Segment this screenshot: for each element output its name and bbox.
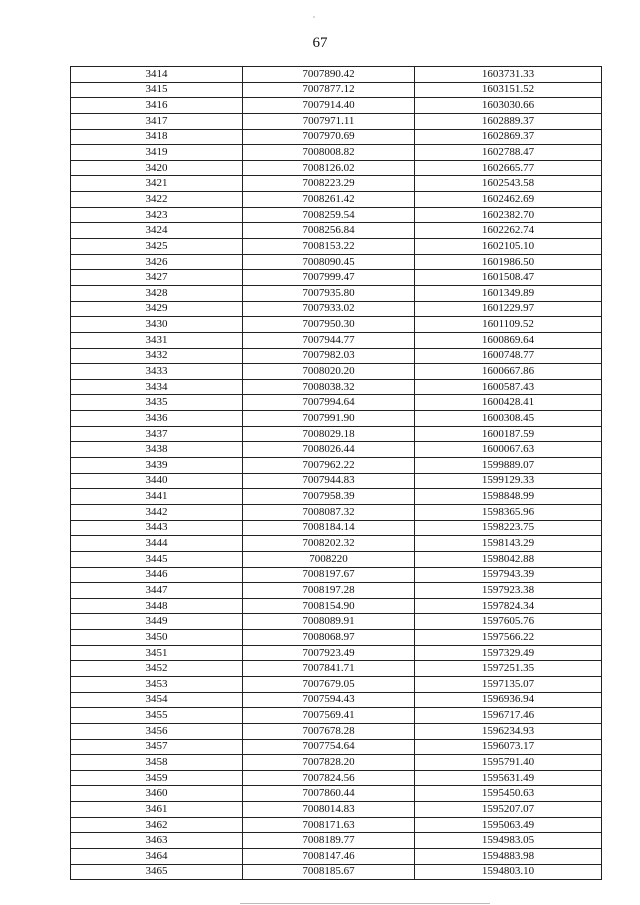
table-row: [71, 176, 602, 192]
x-coordinate-cell: 7008261.42: [243, 192, 415, 208]
y-coordinate-cell: 1602543.58: [415, 176, 602, 192]
y-coordinate-cell: 1602665.77: [415, 160, 602, 176]
x-coordinate-cell: 7008185.67: [243, 864, 415, 880]
table-row: [71, 67, 602, 83]
y-coordinate-cell: 1595063.49: [415, 817, 602, 833]
table-row: [71, 536, 602, 552]
x-coordinate-cell: 7008220: [243, 551, 415, 567]
y-coordinate-cell: 1599129.33: [415, 473, 602, 489]
y-coordinate-cell: 1597824.34: [415, 598, 602, 614]
x-coordinate-cell: 7007594.43: [243, 692, 415, 708]
x-coordinate-cell: 7008154.90: [243, 598, 415, 614]
point-number-cell: 3450: [71, 630, 243, 646]
y-coordinate-cell: 1603151.52: [415, 82, 602, 98]
x-coordinate-cell: 7008184.14: [243, 520, 415, 536]
table-row: [71, 473, 602, 489]
table-row: [71, 786, 602, 802]
table-row: [71, 270, 602, 286]
x-coordinate-cell: 7007982.03: [243, 348, 415, 364]
y-coordinate-cell: 1597943.39: [415, 567, 602, 583]
y-coordinate-cell: 1594803.10: [415, 864, 602, 880]
table-row: [71, 849, 602, 865]
y-coordinate-cell: 1602262.74: [415, 223, 602, 239]
x-coordinate-cell: 7008147.46: [243, 849, 415, 865]
point-number-cell: 3460: [71, 786, 243, 802]
point-number-cell: 3452: [71, 661, 243, 677]
y-coordinate-cell: 1602462.69: [415, 192, 602, 208]
table-row: [71, 567, 602, 583]
table-row: [71, 239, 602, 255]
point-number-cell: 3449: [71, 614, 243, 630]
point-number-cell: 3464: [71, 849, 243, 865]
y-coordinate-cell: 1603731.33: [415, 67, 602, 83]
table-row: [71, 504, 602, 520]
point-number-cell: 3427: [71, 270, 243, 286]
table-row: [71, 520, 602, 536]
point-number-cell: 3424: [71, 223, 243, 239]
y-coordinate-cell: 1595450.63: [415, 786, 602, 802]
table-row: [71, 755, 602, 771]
x-coordinate-cell: 7007944.83: [243, 473, 415, 489]
y-coordinate-cell: 1601109.52: [415, 317, 602, 333]
y-coordinate-cell: 1596936.94: [415, 692, 602, 708]
x-coordinate-cell: 7008038.32: [243, 379, 415, 395]
table-row: [71, 379, 602, 395]
point-number-cell: 3419: [71, 145, 243, 161]
x-coordinate-cell: 7007991.90: [243, 411, 415, 427]
x-coordinate-cell: 7007962.22: [243, 458, 415, 474]
coordinates-table-body: [71, 67, 602, 880]
y-coordinate-cell: 1596073.17: [415, 739, 602, 755]
y-coordinate-cell: 1598848.99: [415, 489, 602, 505]
table-row: [71, 317, 602, 333]
x-coordinate-cell: 7007935.80: [243, 285, 415, 301]
scan-speck: [313, 16, 315, 18]
point-number-cell: 3442: [71, 504, 243, 520]
point-number-cell: 3426: [71, 254, 243, 270]
table-row: [71, 661, 602, 677]
y-coordinate-cell: 1600067.63: [415, 442, 602, 458]
table-row: [71, 411, 602, 427]
table-row: [71, 301, 602, 317]
table-row: [71, 395, 602, 411]
point-number-cell: 3459: [71, 770, 243, 786]
x-coordinate-cell: 7008068.97: [243, 630, 415, 646]
x-coordinate-cell: 7008020.20: [243, 364, 415, 380]
point-number-cell: 3455: [71, 708, 243, 724]
y-coordinate-cell: 1600308.45: [415, 411, 602, 427]
y-coordinate-cell: 1601349.89: [415, 285, 602, 301]
y-coordinate-cell: 1600187.59: [415, 426, 602, 442]
table-row: [71, 426, 602, 442]
bottom-edge-line: [240, 903, 490, 904]
page-number: 67: [312, 35, 328, 51]
table-row: [71, 598, 602, 614]
table-row: [71, 192, 602, 208]
point-number-cell: 3444: [71, 536, 243, 552]
x-coordinate-cell: 7008008.82: [243, 145, 415, 161]
y-coordinate-cell: 1602889.37: [415, 113, 602, 129]
x-coordinate-cell: 7007923.49: [243, 645, 415, 661]
point-number-cell: 3418: [71, 129, 243, 145]
coordinates-table: [70, 66, 602, 880]
point-number-cell: 3463: [71, 833, 243, 849]
point-number-cell: 3440: [71, 473, 243, 489]
y-coordinate-cell: 1602105.10: [415, 239, 602, 255]
point-number-cell: 3451: [71, 645, 243, 661]
point-number-cell: 3436: [71, 411, 243, 427]
x-coordinate-cell: 7008202.32: [243, 536, 415, 552]
point-number-cell: 3441: [71, 489, 243, 505]
y-coordinate-cell: 1600869.64: [415, 332, 602, 348]
y-coordinate-cell: 1597566.22: [415, 630, 602, 646]
table-row: [71, 489, 602, 505]
table-row: [71, 770, 602, 786]
y-coordinate-cell: 1596717.46: [415, 708, 602, 724]
point-number-cell: 3417: [71, 113, 243, 129]
y-coordinate-cell: 1603030.66: [415, 98, 602, 114]
x-coordinate-cell: 7007828.20: [243, 755, 415, 771]
y-coordinate-cell: 1602382.70: [415, 207, 602, 223]
table-row: [71, 113, 602, 129]
y-coordinate-cell: 1598143.29: [415, 536, 602, 552]
y-coordinate-cell: 1601508.47: [415, 270, 602, 286]
x-coordinate-cell: 7008089.91: [243, 614, 415, 630]
y-coordinate-cell: 1597605.76: [415, 614, 602, 630]
x-coordinate-cell: 7007678.28: [243, 723, 415, 739]
y-coordinate-cell: 1601986.50: [415, 254, 602, 270]
table-row: [71, 645, 602, 661]
point-number-cell: 3456: [71, 723, 243, 739]
point-number-cell: 3443: [71, 520, 243, 536]
x-coordinate-cell: 7007994.64: [243, 395, 415, 411]
table-row: [71, 285, 602, 301]
table-row: [71, 129, 602, 145]
table-row: [71, 145, 602, 161]
y-coordinate-cell: 1596234.93: [415, 723, 602, 739]
x-coordinate-cell: 7007999.47: [243, 270, 415, 286]
x-coordinate-cell: 7008090.45: [243, 254, 415, 270]
point-number-cell: 3420: [71, 160, 243, 176]
point-number-cell: 3438: [71, 442, 243, 458]
y-coordinate-cell: 1594883.98: [415, 849, 602, 865]
x-coordinate-cell: 7007944.77: [243, 332, 415, 348]
point-number-cell: 3423: [71, 207, 243, 223]
table-row: [71, 332, 602, 348]
point-number-cell: 3453: [71, 676, 243, 692]
x-coordinate-cell: 7008026.44: [243, 442, 415, 458]
table-row: [71, 160, 602, 176]
point-number-cell: 3462: [71, 817, 243, 833]
table-row: [71, 207, 602, 223]
point-number-cell: 3430: [71, 317, 243, 333]
point-number-cell: 3421: [71, 176, 243, 192]
x-coordinate-cell: 7007890.42: [243, 67, 415, 83]
y-coordinate-cell: 1602788.47: [415, 145, 602, 161]
x-coordinate-cell: 7007860.44: [243, 786, 415, 802]
point-number-cell: 3465: [71, 864, 243, 880]
y-coordinate-cell: 1595791.40: [415, 755, 602, 771]
table-row: [71, 348, 602, 364]
table-row: [71, 223, 602, 239]
table-row: [71, 254, 602, 270]
table-row: [71, 692, 602, 708]
table-row: [71, 723, 602, 739]
table-row: [71, 442, 602, 458]
y-coordinate-cell: 1600748.77: [415, 348, 602, 364]
table-row: [71, 82, 602, 98]
point-number-cell: 3439: [71, 458, 243, 474]
y-coordinate-cell: 1598042.88: [415, 551, 602, 567]
x-coordinate-cell: 7008087.32: [243, 504, 415, 520]
x-coordinate-cell: 7008153.22: [243, 239, 415, 255]
point-number-cell: 3414: [71, 67, 243, 83]
x-coordinate-cell: 7007950.30: [243, 317, 415, 333]
x-coordinate-cell: 7007877.12: [243, 82, 415, 98]
x-coordinate-cell: 7007970.69: [243, 129, 415, 145]
x-coordinate-cell: 7007679.05: [243, 676, 415, 692]
y-coordinate-cell: 1598223.75: [415, 520, 602, 536]
table-row: [71, 833, 602, 849]
table-row: [71, 802, 602, 818]
point-number-cell: 3461: [71, 802, 243, 818]
x-coordinate-cell: 7008259.54: [243, 207, 415, 223]
table-row: [71, 364, 602, 380]
y-coordinate-cell: 1597135.07: [415, 676, 602, 692]
y-coordinate-cell: 1595207.07: [415, 802, 602, 818]
table-row: [71, 739, 602, 755]
point-number-cell: 3425: [71, 239, 243, 255]
point-number-cell: 3432: [71, 348, 243, 364]
x-coordinate-cell: 7007933.02: [243, 301, 415, 317]
table-row: [71, 583, 602, 599]
y-coordinate-cell: 1600587.43: [415, 379, 602, 395]
point-number-cell: 3434: [71, 379, 243, 395]
point-number-cell: 3448: [71, 598, 243, 614]
x-coordinate-cell: 7007958.39: [243, 489, 415, 505]
point-number-cell: 3457: [71, 739, 243, 755]
point-number-cell: 3447: [71, 583, 243, 599]
x-coordinate-cell: 7008256.84: [243, 223, 415, 239]
x-coordinate-cell: 7007569.41: [243, 708, 415, 724]
table-row: [71, 614, 602, 630]
x-coordinate-cell: 7008223.29: [243, 176, 415, 192]
y-coordinate-cell: 1597923.38: [415, 583, 602, 599]
x-coordinate-cell: 7007824.56: [243, 770, 415, 786]
table-row: [71, 864, 602, 880]
point-number-cell: 3428: [71, 285, 243, 301]
table-row: [71, 817, 602, 833]
point-number-cell: 3416: [71, 98, 243, 114]
x-coordinate-cell: 7007971.11: [243, 113, 415, 129]
point-number-cell: 3446: [71, 567, 243, 583]
table-row: [71, 551, 602, 567]
table-row: [71, 676, 602, 692]
point-number-cell: 3445: [71, 551, 243, 567]
x-coordinate-cell: 7008171.63: [243, 817, 415, 833]
point-number-cell: 3415: [71, 82, 243, 98]
point-number-cell: 3433: [71, 364, 243, 380]
x-coordinate-cell: 7008029.18: [243, 426, 415, 442]
y-coordinate-cell: 1601229.97: [415, 301, 602, 317]
point-number-cell: 3431: [71, 332, 243, 348]
x-coordinate-cell: 7008126.02: [243, 160, 415, 176]
table-row: [71, 708, 602, 724]
y-coordinate-cell: 1599889.07: [415, 458, 602, 474]
y-coordinate-cell: 1597329.49: [415, 645, 602, 661]
point-number-cell: 3454: [71, 692, 243, 708]
table-row: [71, 98, 602, 114]
x-coordinate-cell: 7008014.83: [243, 802, 415, 818]
y-coordinate-cell: 1598365.96: [415, 504, 602, 520]
table-row: [71, 630, 602, 646]
point-number-cell: 3429: [71, 301, 243, 317]
point-number-cell: 3435: [71, 395, 243, 411]
x-coordinate-cell: 7008197.28: [243, 583, 415, 599]
y-coordinate-cell: 1595631.49: [415, 770, 602, 786]
x-coordinate-cell: 7008197.67: [243, 567, 415, 583]
x-coordinate-cell: 7008189.77: [243, 833, 415, 849]
point-number-cell: 3437: [71, 426, 243, 442]
y-coordinate-cell: 1597251.35: [415, 661, 602, 677]
table-row: [71, 458, 602, 474]
x-coordinate-cell: 7007914.40: [243, 98, 415, 114]
y-coordinate-cell: 1600428.41: [415, 395, 602, 411]
y-coordinate-cell: 1600667.86: [415, 364, 602, 380]
x-coordinate-cell: 7007841.71: [243, 661, 415, 677]
y-coordinate-cell: 1594983.05: [415, 833, 602, 849]
x-coordinate-cell: 7007754.64: [243, 739, 415, 755]
y-coordinate-cell: 1602869.37: [415, 129, 602, 145]
point-number-cell: 3458: [71, 755, 243, 771]
point-number-cell: 3422: [71, 192, 243, 208]
